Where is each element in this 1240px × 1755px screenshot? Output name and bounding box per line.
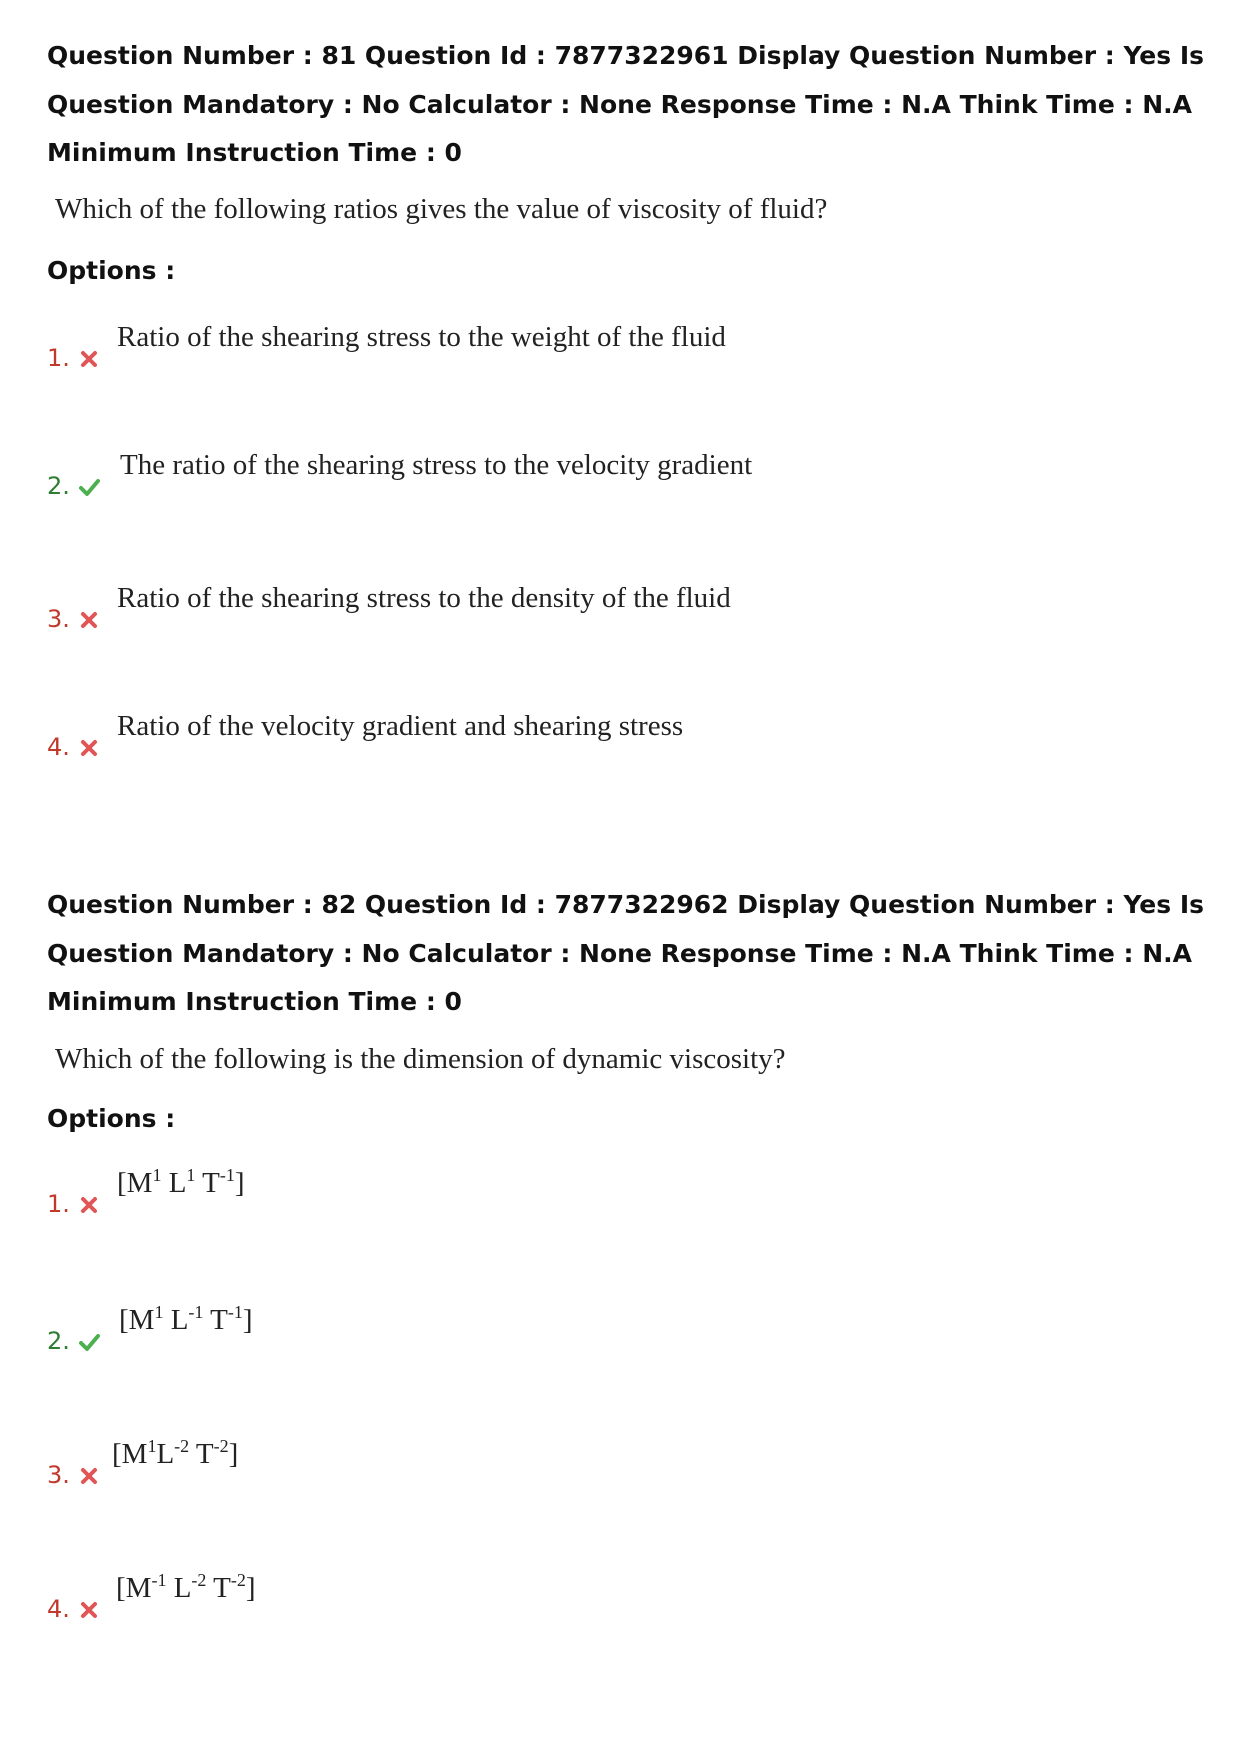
option-number: 3. <box>47 1461 70 1489</box>
formula-exponent: -2 <box>213 1436 229 1456</box>
cross-icon <box>78 609 100 631</box>
formula-base: ] <box>234 1167 245 1199</box>
option-4 <box>47 709 1147 769</box>
option-3 <box>47 581 1147 641</box>
option-4 <box>47 1571 1147 1631</box>
formula-exponent: 1 <box>147 1436 157 1456</box>
option-formula <box>112 1437 238 1471</box>
cross-icon <box>78 1465 100 1487</box>
formula-exponent: -2 <box>174 1436 190 1456</box>
checkmark-icon <box>78 476 100 498</box>
formula-exponent: -1 <box>219 1165 235 1185</box>
option-number: 3. <box>47 605 70 633</box>
option-number: 1. <box>47 1190 70 1218</box>
formula-base: ] <box>245 1572 256 1604</box>
option-text: The ratio of the shearing stress to the velocity gradient <box>120 449 753 481</box>
formula-base: L <box>156 1438 175 1470</box>
option-formula <box>119 1303 253 1337</box>
option-text: Ratio of the shearing stress to the weight of the fluid <box>117 321 726 353</box>
formula-base: L <box>163 1304 189 1336</box>
option-formula <box>116 1571 256 1605</box>
formula-exponent: -2 <box>191 1570 207 1590</box>
cross-icon <box>78 348 100 370</box>
question-text: Which of the following is the dimension of dynamic viscosity? <box>55 1043 786 1075</box>
formula-exponent: 1 <box>186 1165 196 1185</box>
option-number: 4. <box>47 1595 70 1623</box>
question-meta: Question Number : 82 Question Id : 7877322962 Display Question Number : Yes Is Question Mandatory : No Calculator : None Response Time : N.A Think Time : N.A Minimum Instruction Time : 0 <box>47 890 1205 1016</box>
option-2 <box>47 1303 1147 1363</box>
formula-exponent: -1 <box>151 1570 167 1590</box>
option-1 <box>47 320 1147 380</box>
cross-icon <box>78 737 100 759</box>
question-text: Which of the following ratios gives the value of viscosity of fluid? <box>55 193 828 225</box>
option-number: 1. <box>47 344 70 372</box>
option-number: 4. <box>47 733 70 761</box>
formula-exponent: -2 <box>230 1570 246 1590</box>
formula-exponent: -1 <box>227 1302 243 1322</box>
formula-base: [M <box>116 1572 152 1604</box>
formula-base: T <box>206 1572 231 1604</box>
option-text: Ratio of the velocity gradient and shearing stress <box>117 710 684 742</box>
options-label: Options : <box>47 256 176 285</box>
option-number: 2. <box>47 472 70 500</box>
formula-base: [M <box>117 1167 153 1199</box>
formula-base: T <box>189 1438 214 1470</box>
formula-exponent: 1 <box>152 1165 162 1185</box>
option-3 <box>47 1437 1147 1497</box>
formula-base: ] <box>242 1304 253 1336</box>
cross-icon <box>78 1194 100 1216</box>
formula-base: T <box>203 1304 228 1336</box>
formula-base: ] <box>228 1438 239 1470</box>
cross-icon <box>78 1599 100 1621</box>
option-text: Ratio of the shearing stress to the density of the fluid <box>117 582 731 614</box>
formula-base: L <box>161 1167 187 1199</box>
formula-base: [M <box>112 1438 148 1470</box>
formula-exponent: -1 <box>188 1302 204 1322</box>
question-meta: Question Number : 81 Question Id : 7877322961 Display Question Number : Yes Is Question Mandatory : No Calculator : None Response Time : N.A Think Time : N.A Minimum Instruction Time : 0 <box>47 41 1205 167</box>
option-number: 2. <box>47 1327 70 1355</box>
checkmark-icon <box>78 1331 100 1353</box>
options-label: Options : <box>47 1104 176 1133</box>
formula-base: T <box>195 1167 220 1199</box>
formula-base: [M <box>119 1304 155 1336</box>
formula-exponent: 1 <box>154 1302 164 1322</box>
option-1 <box>47 1166 1147 1226</box>
formula-base: L <box>166 1572 192 1604</box>
option-formula <box>117 1166 245 1200</box>
option-2 <box>47 448 1147 508</box>
